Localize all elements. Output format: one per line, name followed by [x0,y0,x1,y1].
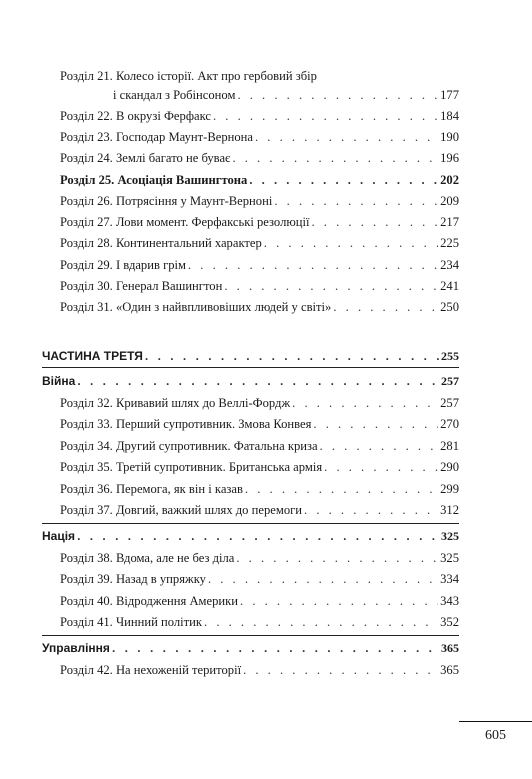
leader-dots [237,85,438,105]
toc-section-page: 257 [441,374,459,388]
page-number: 605 [485,728,506,743]
toc-entry-page: 217 [440,215,459,229]
leader-dots [213,106,438,126]
toc-entry [60,297,459,317]
toc-section-government [42,638,459,658]
toc-entry-page: 325 [440,551,459,565]
toc-section-nation [42,526,459,546]
toc-part-page: 255 [441,349,459,363]
toc-part-title: ЧАСТИНА ТРЕТЯ [42,349,143,363]
toc-entry-page: 225 [440,236,459,250]
toc-entry [60,393,459,413]
toc-entry-page: 209 [440,194,459,208]
toc-entry-page: 257 [440,396,459,410]
toc-entry-title: Розділ 38. Вдома, але не без діла [60,551,235,565]
toc-entry [60,233,459,253]
toc-entry-page: 352 [440,615,459,629]
toc-entry-page: 281 [440,439,459,453]
toc-entry-page: 250 [440,300,459,314]
leader-dots [145,346,439,366]
toc-entry [60,148,459,168]
leader-dots [208,569,438,589]
toc-entry [60,457,459,477]
toc-section-page: 365 [441,641,459,655]
toc-entry [60,191,459,211]
leader-dots [255,127,438,147]
toc-entry [60,612,459,632]
toc-entry-title: Розділ 29. І вдарив грім [60,258,186,272]
toc-entry [60,106,459,126]
toc-section-title: Війна [42,374,76,388]
toc-entry [60,436,459,456]
leader-dots [77,526,439,546]
leader-dots [243,660,438,680]
leader-dots [264,233,438,253]
toc-entry-title: Розділ 22. В окрузі Ферфакс [60,109,211,123]
leader-dots [304,500,438,520]
toc-part-three [42,346,459,366]
toc-chapter-21-line1 [60,66,460,86]
section-divider [42,523,459,524]
leader-dots [224,276,438,296]
toc-entry-title: Розділ 42. На нехоженій території [60,663,242,677]
toc-entry [60,212,459,232]
toc-entry-page: 270 [440,417,459,431]
toc-entry [60,170,459,190]
toc-entry-page: 184 [440,109,459,123]
toc-entry-page: 177 [440,88,459,102]
toc-entry [60,414,459,434]
leader-dots [236,548,438,568]
toc-entry-page: 241 [440,279,459,293]
section-divider [42,367,459,368]
toc-entry-title: Розділ 40. Відродження Америки [60,594,239,608]
toc-entry-title: Розділ 31. «Один з найвпливовіших людей у світі» [60,300,332,314]
toc-entry-title: Розділ 35. Третій супротивник. Британська армія [60,460,323,474]
leader-dots [292,393,438,413]
toc-section-war [42,371,459,391]
section-divider [42,635,459,636]
toc-entry [60,255,459,275]
toc-entry-page: 312 [440,503,459,517]
leader-dots [249,170,438,190]
toc-section-title: Нація [42,529,76,543]
toc-entry [60,127,459,147]
toc-entry-title: Розділ 41. Чинний політик [60,615,203,629]
leader-dots [333,297,438,317]
leader-dots [112,638,439,658]
toc-section-page: 325 [441,529,459,543]
toc-entry-title: Розділ 37. Довгий, важкий шлях до перемоги [60,503,303,517]
leader-dots [274,191,438,211]
toc-entry-page: 190 [440,130,459,144]
leader-dots [313,414,438,434]
toc-entry [60,548,459,568]
toc-entry-title: Розділ 33. Перший супротивник. Змова Конвея [60,417,312,431]
toc-section-title: Управління [42,641,110,655]
toc-entry-page: 202 [440,173,459,187]
toc-entry-page: 290 [440,460,459,474]
leader-dots [188,255,438,275]
toc-entry-page: 196 [440,151,459,165]
toc-entry-title: Розділ 26. Потрясіння у Маунт-Верноні [60,194,273,208]
folio-rule [459,721,532,722]
toc-entry [60,591,459,611]
toc-entry-title: Розділ 30. Генерал Вашингтон [60,279,223,293]
toc-entry-page: 234 [440,258,459,272]
toc-entry [60,569,459,589]
toc-entry-page: 334 [440,572,459,586]
toc-entry-title: Розділ 24. Землі багато не буває [60,151,231,165]
leader-dots [204,612,438,632]
leader-dots [77,371,439,391]
toc-entry-title: Розділ 21. Колесо історії. Акт про гербовий збір [60,69,317,83]
leader-dots [245,479,438,499]
toc-entry [60,660,459,680]
toc-entry-title: Розділ 28. Континентальний характер [60,236,262,250]
toc-entry [60,276,459,296]
toc-entry-title: Розділ 36. Перемога, як він і казав [60,482,243,496]
toc-entry-title: і скандал з Робінсоном [113,88,236,102]
toc-entry-title: Розділ 23. Господар Маунт-Вернона [60,130,253,144]
toc-entry-page: 365 [440,663,459,677]
toc-chapter-21-line2 [113,85,459,105]
toc-entry-title: Розділ 34. Другий супротивник. Фатальна криза [60,439,318,453]
toc-entry-page: 343 [440,594,459,608]
toc-entry [60,500,459,520]
toc-entry-title: Розділ 39. Назад в упряжку [60,572,206,586]
toc-entry-title: Розділ 25. Асоціація Вашингтона [60,173,248,187]
toc-entry [60,479,459,499]
toc-entry-page: 299 [440,482,459,496]
toc-entry-title: Розділ 32. Кривавий шлях до Веллі-Фордж [60,396,291,410]
leader-dots [324,457,438,477]
leader-dots [320,436,439,456]
leader-dots [240,591,438,611]
toc-entry-title: Розділ 27. Лови момент. Ферфакські резолюції [60,215,310,229]
leader-dots [312,212,439,232]
leader-dots [232,148,438,168]
